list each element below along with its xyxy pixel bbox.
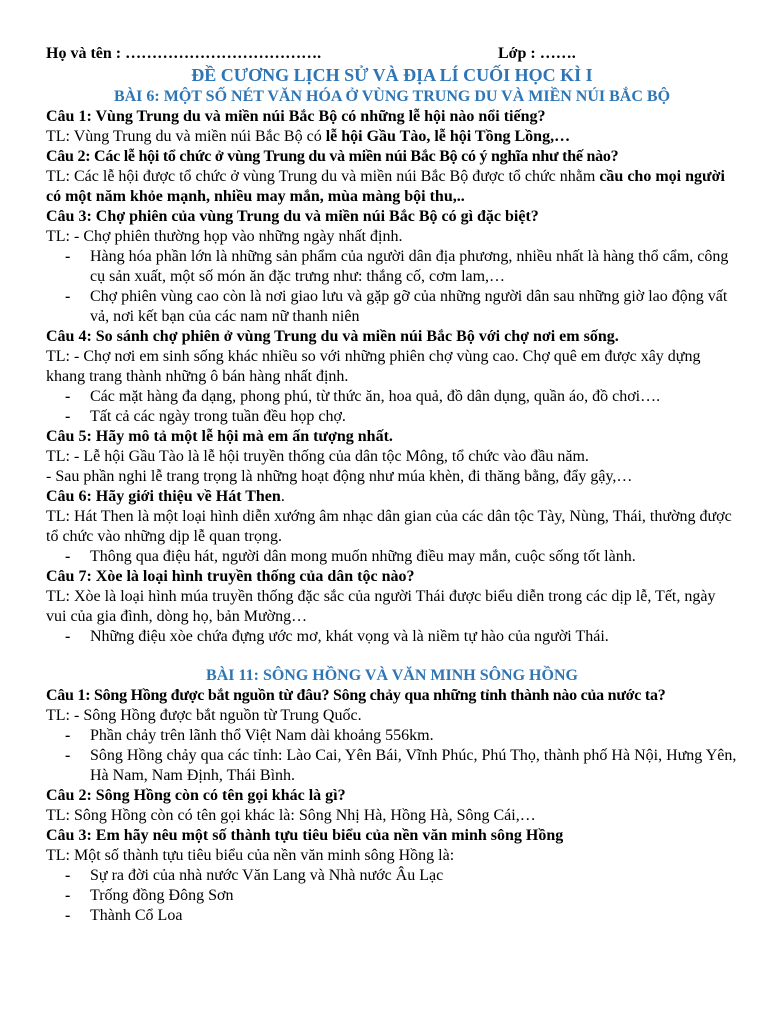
lesson11-question-1: Câu 1: Sông Hồng được bắt nguồn từ đâu? Sông chảy qua những tỉnh thành nào của nước ta?: [46, 687, 666, 704]
lesson6-answer-5-line-2: - Sau phần nghi lễ trang trọng là những hoạt động như múa khèn, đi thăng bằng, đẩy gậy,…: [46, 468, 633, 485]
name-field-label: Họ và tên : ……………………………….: [46, 45, 322, 62]
bullet-mark: -: [65, 887, 71, 904]
answer-bold-text: cầu cho mọi người có một năm khỏe mạnh, nhiều may mắn, mùa màng bội thu,..: [46, 168, 725, 205]
list-item-text: Thành Cổ Loa: [90, 907, 183, 924]
list-item: [46, 906, 738, 926]
lesson11-answer-2: TL: Sông Hồng còn có tên gọi khác là: Sông Nhị Hà, Hồng Hà, Sông Cái,…: [46, 807, 536, 824]
list-item: [46, 886, 738, 906]
bullet-mark: -: [65, 907, 71, 924]
lesson6-question-2: Câu 2: Các lễ hội tổ chức ở vùng Trung du và miền núi Bắc Bộ có ý nghĩa như thế nào?: [46, 148, 619, 165]
lesson6-answer-2: [46, 167, 738, 207]
bullet-mark: -: [65, 628, 71, 645]
student-header: [46, 44, 738, 64]
list-item: [46, 627, 738, 647]
lesson6-answer-5-line-1: TL: - Lễ hội Gầu Tào là lễ hội truyền thống của dân tộc Mông, tổ chức vào đầu năm.: [46, 448, 589, 465]
list-item-text: Thông qua điệu hát, người dân mong muốn những điều may mắn, cuộc sống tốt lành.: [90, 548, 636, 565]
bullet-mark: -: [65, 548, 71, 565]
lesson6-question-4: Câu 4: So sánh chợ phiên ở vùng Trung du và miền núi Bắc Bộ với chợ nơi em sống.: [46, 328, 619, 345]
list-item: [46, 746, 738, 786]
lesson11-heading: BÀI 11: SÔNG HỒNG VÀ VĂN MINH SÔNG HỒNG: [206, 667, 578, 684]
bullet-mark: -: [65, 408, 71, 425]
list-item: [46, 726, 738, 746]
list-item-text: Sự ra đời của nhà nước Văn Lang và Nhà nước Âu Lạc: [90, 867, 444, 884]
lesson6-question-3: Câu 3: Chợ phiên của vùng Trung du và miền núi Bắc Bộ có gì đặc biệt?: [46, 208, 539, 225]
list-item-text: Những điệu xòe chứa đựng ước mơ, khát vọng và là niềm tự hào của người Thái.: [90, 628, 609, 645]
list-item-text: Chợ phiên vùng cao còn là nơi giao lưu và gặp gỡ của những người dân sau những giờ lao động vất vả, nơi kết bạn của các nam nữ thanh niên: [90, 288, 728, 325]
bullet-mark: -: [65, 727, 71, 744]
list-item-text: Các mặt hàng đa dạng, phong phú, từ thức ăn, hoa quả, đồ dân dụng, quần áo, đồ chơi….: [90, 388, 661, 405]
bullet-mark: -: [65, 388, 71, 405]
bullet-mark: -: [65, 288, 71, 305]
lesson6-question-5: Câu 5: Hãy mô tả một lễ hội mà em ấn tượng nhất.: [46, 428, 393, 445]
question-tail: .: [280, 488, 285, 505]
list-item: [46, 547, 738, 567]
lesson11-question-2: Câu 2: Sông Hồng còn có tên gọi khác là gì?: [46, 787, 346, 804]
list-item-text: Tất cả các ngày trong tuần đều họp chợ.: [90, 408, 346, 425]
lesson6-answer-6: TL: Hát Then là một loại hình diễn xướng âm nhạc dân gian của các dân tộc Tày, Nùng, Thái, thường được tổ chức vào những dịp lễ quan trọng.: [46, 508, 732, 545]
list-item: [46, 407, 738, 427]
section-spacer: [46, 647, 738, 665]
list-item: [46, 387, 738, 407]
bullet-mark: -: [65, 248, 71, 265]
list-item: [46, 247, 738, 287]
list-item-text: Phần chảy trên lãnh thổ Việt Nam dài khoảng 556km.: [90, 727, 434, 744]
list-item-text: Trống đồng Đông Sơn: [90, 887, 234, 904]
document-title: ĐỀ CƯƠNG LỊCH SỬ VÀ ĐỊA LÍ CUỐI HỌC KÌ I: [191, 65, 593, 85]
answer-text: TL: Các lễ hội được tổ chức ở vùng Trung du và miền núi Bắc Bộ được tổ chức nhằm: [46, 168, 600, 185]
lesson6-answer-4: TL: - Chợ nơi em sinh sống khác nhiều so với những phiên chợ vùng cao. Chợ quê em được xây dựng khang trang thành những ô bán hàng nhất định.: [46, 348, 701, 385]
bullet-mark: -: [65, 867, 71, 884]
list-item: [46, 866, 738, 886]
lesson6-heading: BÀI 6: MỘT SỐ NÉT VĂN HÓA Ở VÙNG TRUNG DU VÀ MIỀN NÚI BẮC BỘ: [113, 88, 671, 105]
answer-bold-text: lễ hội Gầu Tào, lễ hội Tồng Lồng,…: [325, 128, 571, 145]
list-item-text: Sông Hồng chảy qua các tỉnh: Lào Cai, Yên Bái, Vĩnh Phúc, Phú Thọ, thành phố Hà Nội, Hưng Yên, Hà Nam, Nam Định, Thái Bình.: [90, 747, 737, 784]
lesson6-question-6: [46, 487, 738, 507]
lesson6-answer-1: [46, 127, 738, 147]
lesson11-answer-1: TL: - Sông Hồng được bắt nguồn từ Trung Quốc.: [46, 707, 362, 724]
lesson6-answer-3: TL: - Chợ phiên thường họp vào những ngày nhất định.: [46, 228, 403, 245]
answer-text: TL: Vùng Trung du và miền núi Bắc Bộ có: [46, 128, 326, 145]
class-field-label: Lớp : …….: [498, 45, 576, 62]
lesson6-question-7: Câu 7: Xòe là loại hình truyền thống của dân tộc nào?: [46, 568, 415, 585]
question-text: Câu 6: Hãy giới thiệu về Hát Then: [46, 488, 281, 505]
lesson6-question-1: Câu 1: Vùng Trung du và miền núi Bắc Bộ có những lễ hội nào nổi tiếng?: [46, 108, 546, 125]
lesson11-question-3: Câu 3: Em hãy nêu một số thành tựu tiêu biểu của nền văn minh sông Hồng: [46, 827, 564, 844]
list-item-text: Hàng hóa phần lớn là những sản phẩm của người dân địa phương, nhiều nhất là hàng thổ cẩm, công cụ sản xuất, một số món ăn đặc trưng như: thắng cố, cơm lam,…: [90, 248, 729, 285]
lesson11-answer-3: TL: Một số thành tựu tiêu biểu của nền văn minh sông Hồng là:: [46, 847, 455, 864]
bullet-mark: -: [65, 747, 71, 764]
list-item: [46, 287, 738, 327]
lesson6-answer-7: TL: Xòe là loại hình múa truyền thống đặc sắc của người Thái được biểu diễn trong các dịp lễ, Tết, ngày vui của gia đình, dòng họ, bản Mường…: [46, 588, 716, 625]
